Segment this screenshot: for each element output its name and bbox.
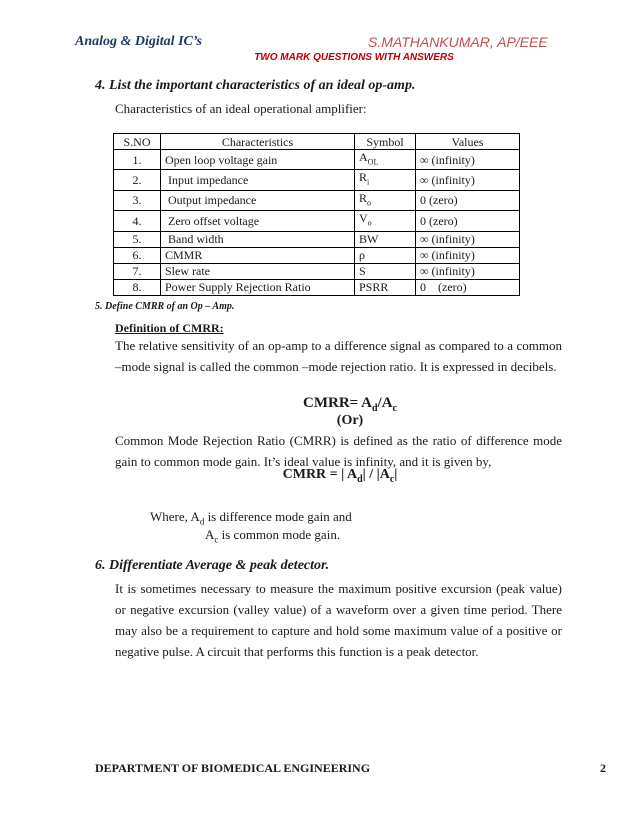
cell-sno: 2. (114, 170, 161, 190)
symbol-main: A (359, 150, 368, 164)
symbol-main: R (359, 190, 368, 205)
where1-pre: Where, A (150, 509, 200, 524)
cell-value: ∞ (infinity) (416, 231, 520, 247)
cell-sno: 6. (114, 247, 161, 263)
symbol-main: R (359, 170, 368, 185)
q6-paragraph: It is sometimes necessary to measure the maximum positive excursion (peak value) or negative excursion (valley value) of a waveform over a given time period. There may also be a requirement to capture and hold some maximum value of a positive or negative pulse. A circuit that performs this function is a peak detector. (115, 581, 562, 659)
formula1-sub-d: d (371, 403, 378, 414)
q4-intro: Characteristics of an ideal operational amplifier: (115, 101, 367, 116)
cell-sno: 4. (114, 211, 161, 231)
symbol-subscript: o (367, 198, 372, 208)
formula2-mid: | / |A (362, 467, 390, 482)
characteristics-table (113, 133, 520, 296)
symbol-subscript: OL (367, 157, 379, 167)
table-row (114, 279, 520, 295)
where1-post: is difference mode gain and (204, 509, 352, 524)
symbol-main: PSRR (359, 280, 389, 295)
formula2-lhs: CMRR = | A (282, 467, 358, 482)
cell-value: 0 (zero) (416, 279, 520, 295)
cell-value: ∞ (infinity) (416, 247, 520, 263)
q4-title: 4. List the important characteristics of an ideal op-amp. (95, 78, 416, 93)
cell-characteristic: Zero offset voltage (161, 211, 355, 231)
symbol-main: BW (359, 232, 379, 247)
symbol-subscript: i (367, 177, 370, 187)
table-body (114, 150, 520, 296)
cell-characteristic: Power Supply Rejection Ratio (161, 279, 355, 295)
q5-title: 5. Define CMRR of an Op – Amp. (95, 301, 235, 312)
cell-characteristic: Band width (161, 231, 355, 247)
cmrr-definition-heading (115, 320, 224, 336)
or-text: (Or) (336, 413, 364, 428)
formula2-end: | (394, 467, 398, 482)
where-line-2 (205, 524, 340, 551)
header-characteristics: Characteristics (161, 134, 355, 150)
where2-sub: c (214, 534, 219, 545)
cell-characteristic: Output impedance (161, 190, 355, 210)
symbol-main: V (359, 211, 368, 226)
cell-sno: 3. (114, 190, 161, 210)
cell-value: ∞ (infinity) (416, 263, 520, 279)
header-sno: S.NO (114, 134, 161, 150)
symbol-main: ρ (359, 248, 365, 263)
header-values: Values (416, 134, 520, 150)
cell-sno: 8. (114, 279, 161, 295)
cell-characteristic: Open loop voltage gain (161, 150, 355, 170)
table-row (114, 247, 520, 263)
cell-symbol (355, 263, 416, 279)
cmrr-formula-1 (230, 395, 470, 414)
cell-symbol (355, 247, 416, 263)
page-number: 2 (600, 761, 606, 775)
symbol-main: S (359, 264, 366, 279)
table-row (114, 231, 520, 247)
cell-sno: 1. (114, 150, 161, 170)
formula1-sub-c: c (392, 403, 397, 414)
header-subtitle: TWO MARK QUESTIONS WITH ANSWERS (254, 52, 454, 63)
cell-value: ∞ (infinity) (416, 170, 520, 190)
cell-characteristic: CMMR (161, 247, 355, 263)
where2-pre: A (205, 527, 215, 542)
cell-value: ∞ (infinity) (416, 150, 520, 170)
cell-symbol (355, 150, 416, 170)
cell-symbol (355, 279, 416, 295)
table-row (114, 150, 520, 170)
table-row (114, 211, 520, 231)
cmrr-paragraph-2: Common Mode Rejection Ratio (CMRR) is defined as the ratio of difference mode gain to common mode gain. It’s ideal value is infinity, and it is given by, (115, 433, 562, 469)
footer-department: DEPARTMENT OF BIOMEDICAL ENGINEERING (95, 761, 371, 775)
cell-symbol (355, 211, 416, 231)
cell-characteristic: Slew rate (161, 263, 355, 279)
cell-sno: 5. (114, 231, 161, 247)
symbol-subscript: o (367, 218, 372, 228)
cell-characteristic: Input impedance (161, 170, 355, 190)
table-row (114, 170, 520, 190)
q6-title: 6. Differentiate Average & peak detector. (95, 558, 330, 573)
cmrr-formula-2 (220, 467, 460, 485)
cmrr-definition-heading-text: Definition of CMRR: (115, 321, 224, 335)
where1-sub: d (199, 516, 205, 527)
cell-symbol (355, 190, 416, 210)
header-symbol: Symbol (355, 134, 416, 150)
table-row (114, 190, 520, 210)
cell-symbol (355, 231, 416, 247)
table-header-row (114, 134, 520, 150)
header-course-title: Analog & Digital IC’s (75, 34, 202, 49)
cell-symbol (355, 170, 416, 190)
formula2-sub-d: d (357, 473, 363, 485)
cell-value: 0 (zero) (416, 211, 520, 231)
formula1-lhs: CMRR= A (303, 395, 372, 411)
cell-sno: 7. (114, 263, 161, 279)
header-author: S.MATHANKUMAR, AP/EEE (368, 34, 548, 50)
cell-value: 0 (zero) (416, 190, 520, 210)
where2-post: is common mode gain. (218, 527, 341, 542)
formula1-mid: /A (377, 395, 393, 411)
formula2-sub-c: c (389, 473, 395, 485)
cmrr-paragraph-1: The relative sensitivity of an op-amp to a difference signal as compared to a common –mode signal is called the common –mode rejection ratio. It is expressed in decibels. (115, 338, 562, 374)
table-row (114, 263, 520, 279)
